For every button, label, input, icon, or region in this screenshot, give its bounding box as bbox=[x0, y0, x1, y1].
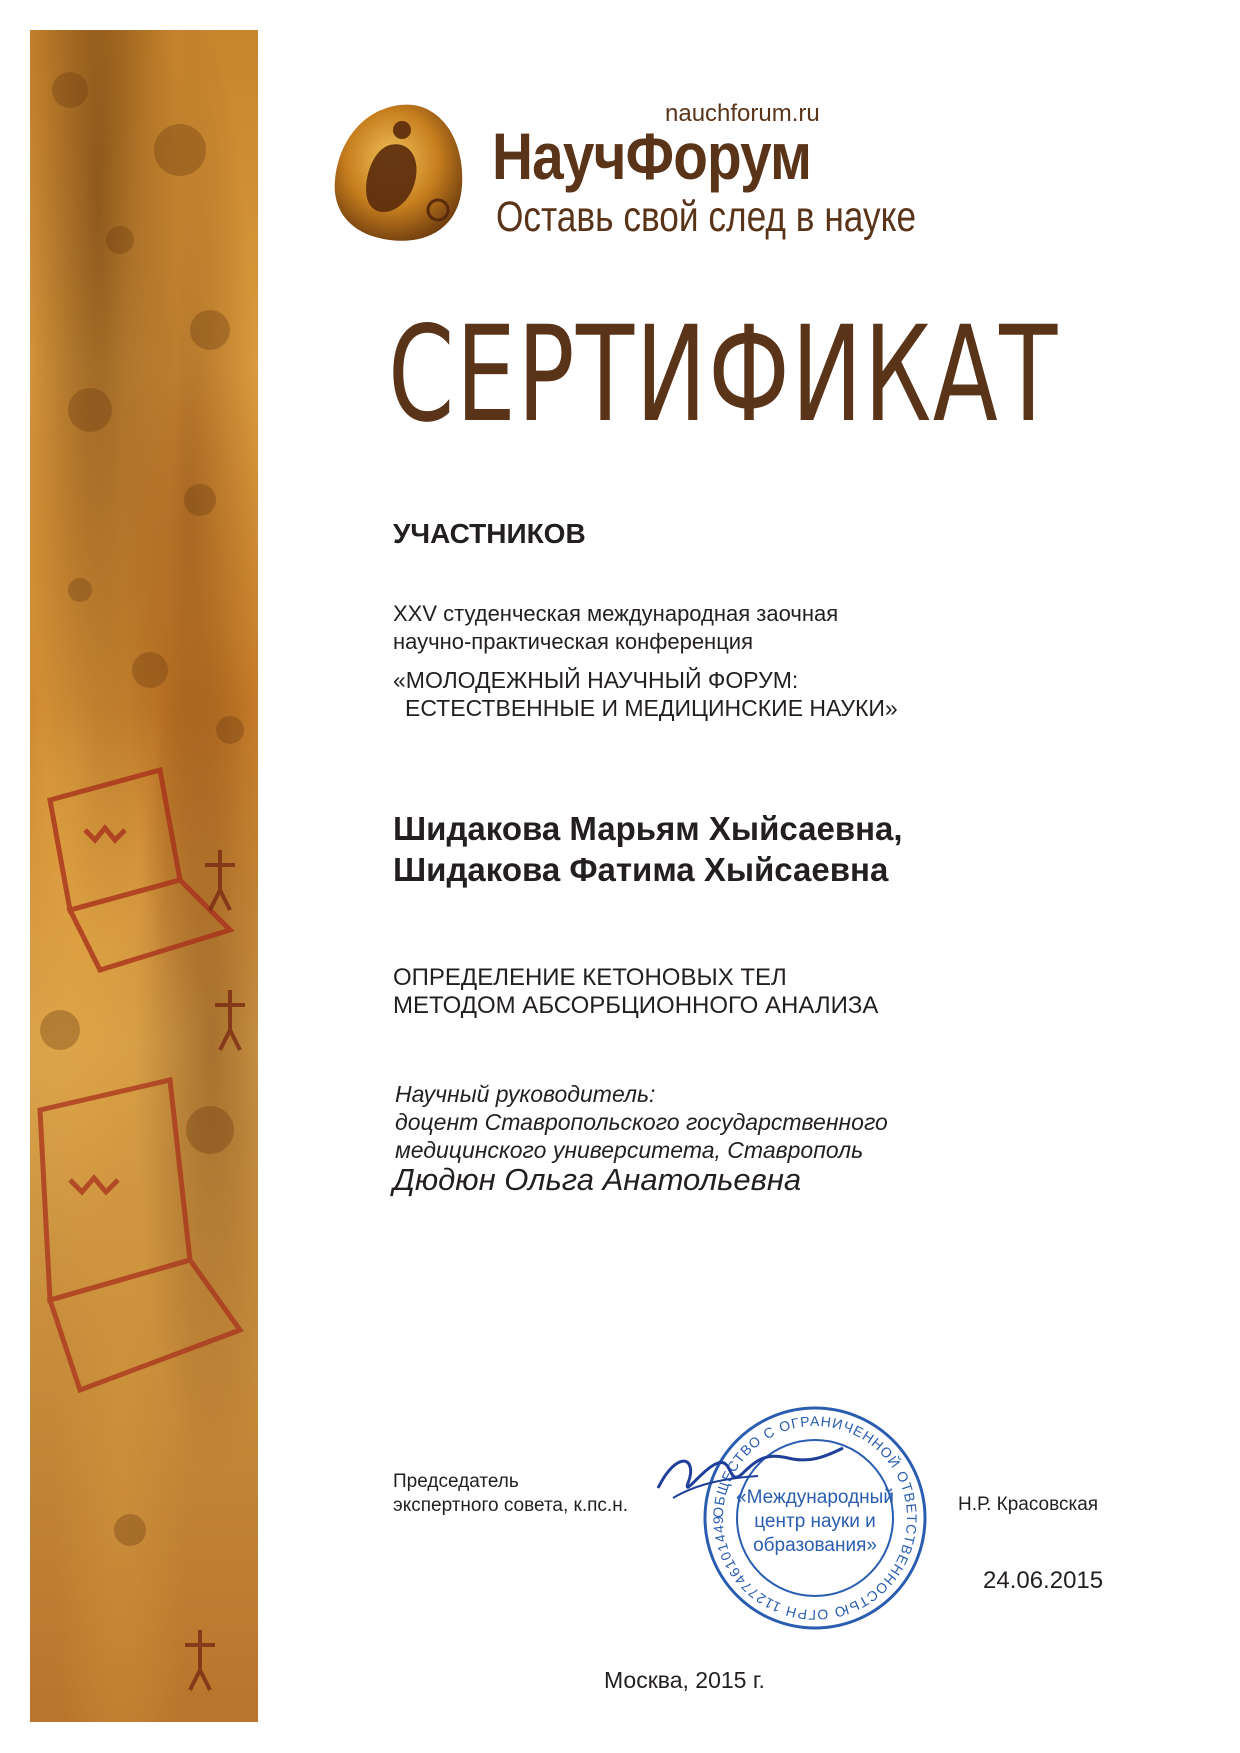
certificate-title: СЕРТИФИКАТ bbox=[388, 298, 1059, 452]
cave-drawings bbox=[30, 30, 258, 1722]
stamp-center-line: образования» bbox=[753, 1535, 877, 1556]
stamp-center-line: «Международный bbox=[736, 1487, 894, 1508]
chair-line: Председатель bbox=[393, 1471, 519, 1492]
participant-name: Шидакова Марьям Хыйсаевна, bbox=[393, 810, 903, 847]
stamp-ring-text: ОБЩЕСТВО С ОГРАНИЧЕННОЙ ОТВЕТСТВЕННОСТЬЮ ОГРН 1127746101449 bbox=[709, 1412, 921, 1624]
chair-name: Н.Р. Красовская bbox=[958, 1494, 1099, 1515]
participant-name: Шидакова Фатима Хыйсаевна bbox=[393, 851, 889, 888]
decorative-cave-art-strip bbox=[30, 30, 258, 1722]
conference-line: XXV студенческая международная заочная bbox=[393, 601, 839, 626]
advisor-name: Дюдюн Ольга Анатольевна bbox=[393, 1162, 802, 1197]
issue-date: 24.06.2015 bbox=[983, 1567, 1104, 1594]
conference-name bbox=[393, 666, 898, 722]
advisor-line: доцент Ставропольского государственного bbox=[395, 1109, 888, 1135]
conference-name-line: ЕСТЕСТВЕННЫЕ И МЕДИЦИНСКИЕ НАУКИ» bbox=[405, 695, 898, 721]
stamp-center-line: центр науки и bbox=[754, 1511, 876, 1532]
logo-name: НаучФорум bbox=[492, 119, 812, 193]
place-year: Москва, 2015 г. bbox=[604, 1667, 765, 1693]
logo-url: nauchforum.ru bbox=[665, 100, 820, 127]
conference-line: научно-практическая конференция bbox=[393, 629, 754, 654]
chair-title bbox=[393, 1470, 628, 1518]
advisor-line: Научный руководитель: bbox=[395, 1081, 656, 1107]
advisor-line: медицинского университета, Ставрополь bbox=[395, 1137, 864, 1163]
logo-slogan: Оставь свой след в науке bbox=[496, 193, 917, 241]
participant-names bbox=[393, 808, 903, 890]
chair-line: экспертного совета, к.пс.н. bbox=[393, 1495, 628, 1516]
advisor-info bbox=[395, 1080, 888, 1164]
signature-image bbox=[648, 1428, 848, 1528]
conference-name-line: «МОЛОДЕЖНЫЙ НАУЧНЫЙ ФОРУМ: bbox=[393, 667, 799, 693]
topic-line: МЕТОДОМ АБСОРБЦИОННОГО АНАЛИЗА bbox=[393, 992, 879, 1019]
topic-line: ОПРЕДЕЛЕНИЕ КЕТОНОВЫХ ТЕЛ bbox=[393, 964, 787, 991]
conference-description bbox=[393, 600, 838, 656]
nauchforum-logo-icon bbox=[330, 100, 470, 250]
report-topic bbox=[393, 964, 878, 1020]
recipient-label: УЧАСТНИКОВ bbox=[393, 518, 586, 549]
